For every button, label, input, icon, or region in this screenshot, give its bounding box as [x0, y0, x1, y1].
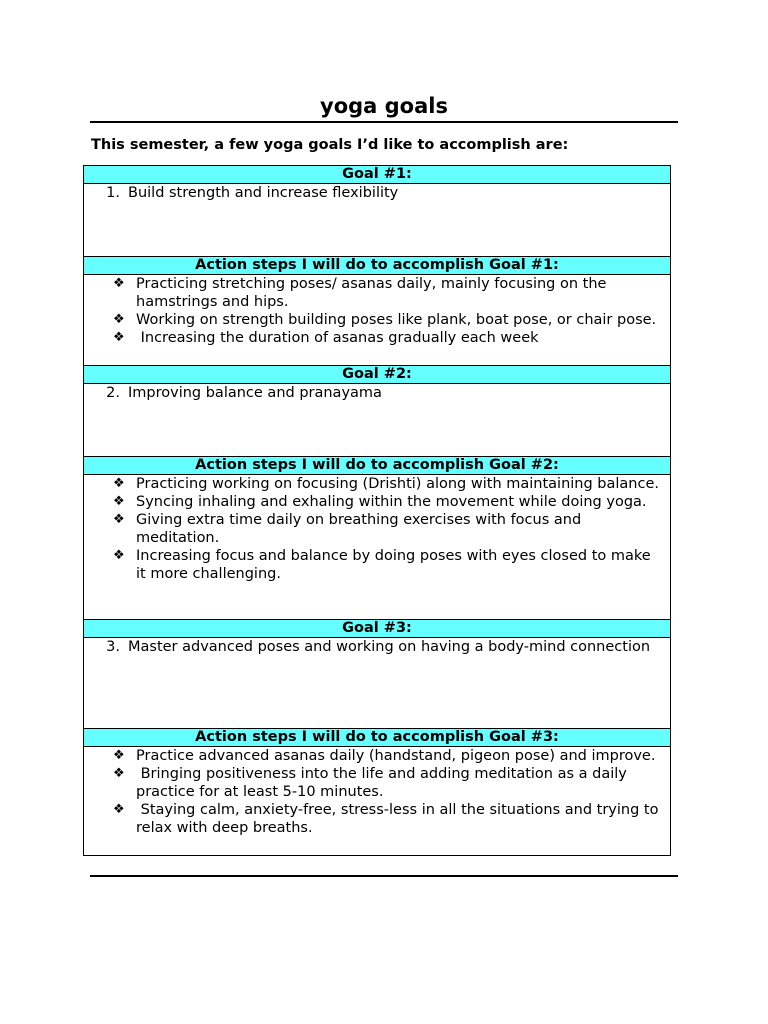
goal-1-header: Goal #1: [84, 166, 671, 184]
diamond-bullet-icon: ❖ [113, 548, 125, 563]
goal-3-step-text: Bringing positiveness into the life and adding meditation as a daily practice for at least 5-10 minutes. [136, 766, 632, 800]
goal-3-number: 3. [106, 639, 120, 655]
goal-3-item [84, 638, 670, 656]
goal-3-header-row [84, 620, 671, 638]
diamond-bullet-icon: ❖ [113, 512, 125, 527]
goal-3-step [84, 747, 670, 765]
goal-2-row [84, 384, 671, 457]
goal-2-steps-header-row [84, 457, 671, 475]
document-title: yoga goals [320, 94, 448, 118]
goal-2-header: Goal #2: [84, 366, 671, 384]
diamond-bullet-icon: ❖ [113, 276, 125, 291]
goal-1-header-row [84, 166, 671, 184]
goal-2-number: 2. [106, 385, 120, 401]
goal-3-cell [84, 638, 671, 729]
goals-table [83, 165, 671, 856]
diamond-bullet-icon: ❖ [113, 766, 125, 781]
diamond-bullet-icon: ❖ [113, 330, 125, 345]
goal-2-step [84, 493, 670, 511]
goal-2-cell [84, 384, 671, 457]
goal-2-text: Improving balance and pranayama [128, 385, 382, 401]
goal-1-step [84, 311, 670, 329]
goal-1-step-text: Increasing the duration of asanas gradually each week [136, 330, 539, 346]
goal-3-text: Master advanced poses and working on having a body-mind connection [128, 639, 651, 655]
goal-3-steps-header-row [84, 729, 671, 747]
goal-2-step-text: Increasing focus and balance by doing poses with eyes closed to make it more challenging. [136, 548, 651, 582]
goal-2-header-row [84, 366, 671, 384]
goal-3-steps-row [84, 747, 671, 856]
goal-2-step [84, 547, 670, 583]
goal-3-row [84, 638, 671, 729]
goal-1-step-text: Practicing stretching poses/ asanas daily, mainly focusing on the hamstrings and hips. [136, 276, 607, 310]
goal-1-row [84, 184, 671, 257]
goal-2-step [84, 511, 670, 547]
goal-1-steps-cell [84, 275, 671, 366]
goal-1-steps-row [84, 275, 671, 366]
goal-3-steps-cell [84, 747, 671, 856]
goal-1-steps-header: Action steps I will do to accomplish Goal #1: [84, 257, 671, 275]
goal-2-step-text: Practicing working on focusing (Drishti) along with maintaining balance. [136, 476, 659, 492]
goal-1-step [84, 329, 670, 347]
goal-3-step [84, 801, 670, 837]
footer-rule [90, 875, 678, 877]
goal-2-steps-cell [84, 475, 671, 620]
goal-3-steps-header: Action steps I will do to accomplish Goal #3: [84, 729, 671, 747]
goal-1-number: 1. [106, 185, 120, 201]
goal-2-step [84, 475, 670, 493]
goal-1-step-text: Working on strength building poses like plank, boat pose, or chair pose. [136, 312, 657, 328]
title-rule [90, 121, 678, 123]
goal-3-header: Goal #3: [84, 620, 671, 638]
goal-2-steps-row [84, 475, 671, 620]
goal-2-step-text: Giving extra time daily on breathing exercises with focus and meditation. [136, 512, 582, 546]
goal-2-step-text: Syncing inhaling and exhaling within the movement while doing yoga. [136, 494, 647, 510]
goal-3-step [84, 765, 670, 801]
goal-2-item [84, 384, 670, 402]
goal-1-step [84, 275, 670, 311]
diamond-bullet-icon: ❖ [113, 476, 125, 491]
diamond-bullet-icon: ❖ [113, 802, 125, 817]
diamond-bullet-icon: ❖ [113, 494, 125, 509]
goal-1-cell [84, 184, 671, 257]
goal-1-steps-header-row [84, 257, 671, 275]
goal-1-item [84, 184, 670, 202]
goal-3-step-text: Staying calm, anxiety-free, stress-less in all the situations and trying to relax with deep breaths. [136, 802, 664, 836]
diamond-bullet-icon: ❖ [113, 748, 125, 763]
diamond-bullet-icon: ❖ [113, 312, 125, 327]
goal-1-text: Build strength and increase flexibility [128, 185, 399, 201]
goal-3-step-text: Practice advanced asanas daily (handstand, pigeon pose) and improve. [136, 748, 656, 764]
goal-2-steps-header: Action steps I will do to accomplish Goal #2: [84, 457, 671, 475]
intro-text: This semester, a few yoga goals I’d like to accomplish are: [91, 137, 569, 153]
